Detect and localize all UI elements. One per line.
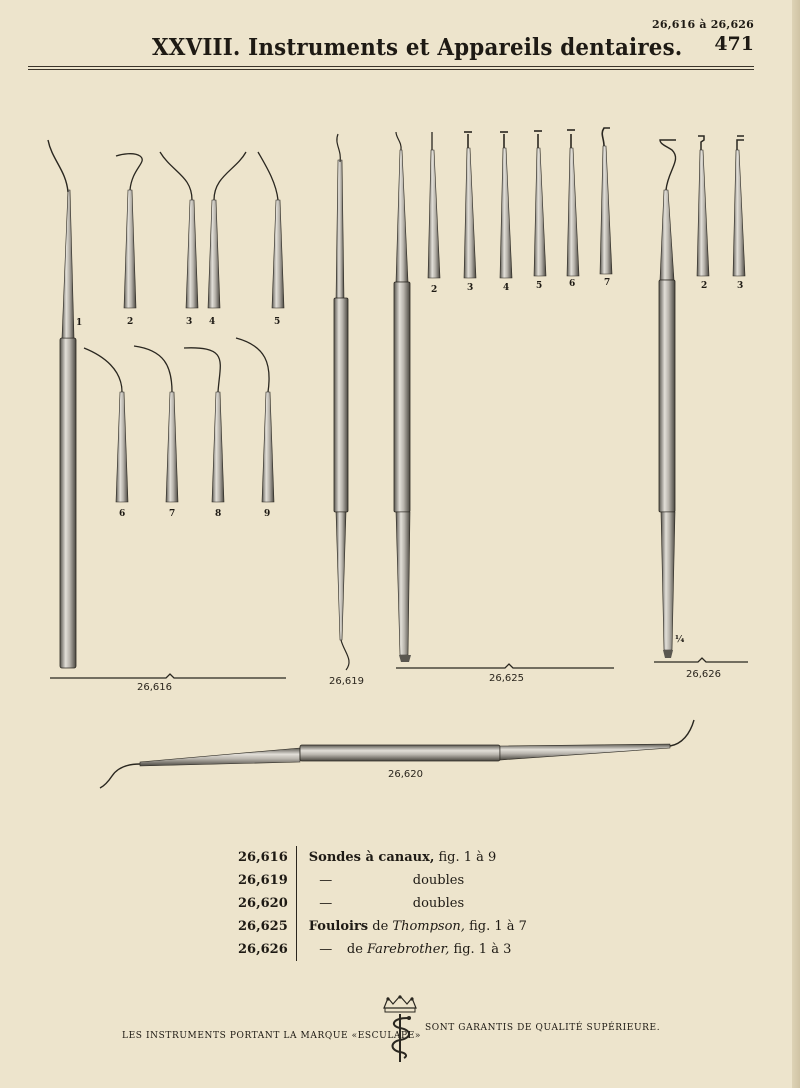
probe-26616-fig7 [134,346,178,502]
legend-detail: fig. 1 à 7 [464,919,527,934]
fig-label: 5 [536,281,543,291]
footer-text-left: LES INSTRUMENTS PORTANT LA MARQUE «ESCULAPE» [122,1031,421,1041]
ditto-dash: — [319,942,333,957]
probe-26616-fig8 [184,348,224,502]
fig-label: 3 [186,317,193,327]
legend-description [296,869,527,892]
legend-ref: 26,625 [238,915,296,938]
fig-label: 2 [431,285,438,295]
fig-label: 7 [169,509,176,519]
legend-ref: 26,619 [238,869,296,892]
legend-detail: fig. 1 à 3 [449,942,512,957]
fig-label: 5 [274,317,281,327]
legend-row [238,869,527,892]
legend-author: Thompson, [392,919,465,934]
fig-label: 3 [737,281,744,291]
instrument-26626-fig1 [659,140,676,658]
fig-label: 4 [503,283,510,293]
catalog-number-26619: 26,619 [329,676,364,687]
fig-label: 6 [119,509,126,519]
plugger-26625-fig5 [534,131,546,276]
legend-row [238,915,527,938]
catalog-number-26625: 26,625 [489,673,524,684]
ditto-dash: — [319,896,333,911]
fig-label: 8 [215,509,222,519]
instrument-26616-fig1 [48,140,76,668]
page-number: 471 [714,33,754,55]
legend-detail: doubles [412,896,465,911]
fig-label: 2 [127,317,134,327]
legend-description [296,846,527,869]
fig-label: 2 [701,281,708,291]
plugger-26626-fig3 [733,136,745,276]
group-bracket-26625 [396,664,614,668]
legend-row [238,892,527,915]
footer-text-right: SONT GARANTIS DE QUALITÉ SUPÉRIEURE. [425,1023,661,1033]
probe-26616-fig9 [236,338,274,502]
esculape-logo-icon [378,994,422,1064]
legend-term: Fouloirs [308,919,369,934]
plugger-26625-fig6 [567,130,579,276]
legend-ref: 26,616 [238,846,296,869]
legend-description [296,915,527,938]
page-title: XXVIII. Instruments et Appareils dentaires. [152,34,683,61]
fig-label: 1 [76,318,83,328]
legend-row [238,938,527,961]
catalog-number-26620: 26,620 [388,769,423,780]
group-bracket-26616 [50,674,286,678]
legend-row [238,846,527,869]
instrument-26619 [334,134,349,670]
probe-26616-fig3 [160,152,198,308]
legend-term: Sondes à canaux, [308,850,435,865]
plugger-26626-fig2 [697,136,709,276]
legend-detail: fig. 1 à 9 [434,850,497,865]
fig-label: 3 [467,283,474,293]
legend-connector: de [368,919,393,934]
legend-description [296,938,527,961]
probe-26616-fig6 [84,348,128,502]
catalog-number-26626: 26,626 [686,669,721,680]
fig-label: 6 [569,279,576,289]
legend-description [296,892,527,915]
plugger-26625-fig2 [428,132,440,278]
catalog-number-26616: 26,616 [137,682,172,693]
plugger-26625-fig7 [600,128,612,274]
catalog-range: 26,616 à 26,626 [652,18,754,31]
fig-label: 7 [604,278,611,288]
plugger-26625-fig4 [500,132,512,278]
instrument-26625-fig1 [394,132,411,662]
legend-connector: de [342,942,368,957]
tip-mark: ¼ [675,635,685,645]
legend-ref: 26,620 [238,892,296,915]
ditto-dash: — [319,873,333,888]
legend-detail: doubles [412,873,465,888]
probe-26616-fig2 [116,154,142,308]
plugger-26625-fig3 [464,132,476,278]
fig-label: 9 [264,509,271,519]
legend-table [238,846,527,961]
fig-label: 4 [209,317,216,327]
group-bracket-26626 [654,658,748,662]
legend-author: Farebrother, [367,942,450,957]
probe-26616-fig4 [208,152,246,308]
legend-ref: 26,626 [238,938,296,961]
probe-26616-fig5 [258,152,284,308]
